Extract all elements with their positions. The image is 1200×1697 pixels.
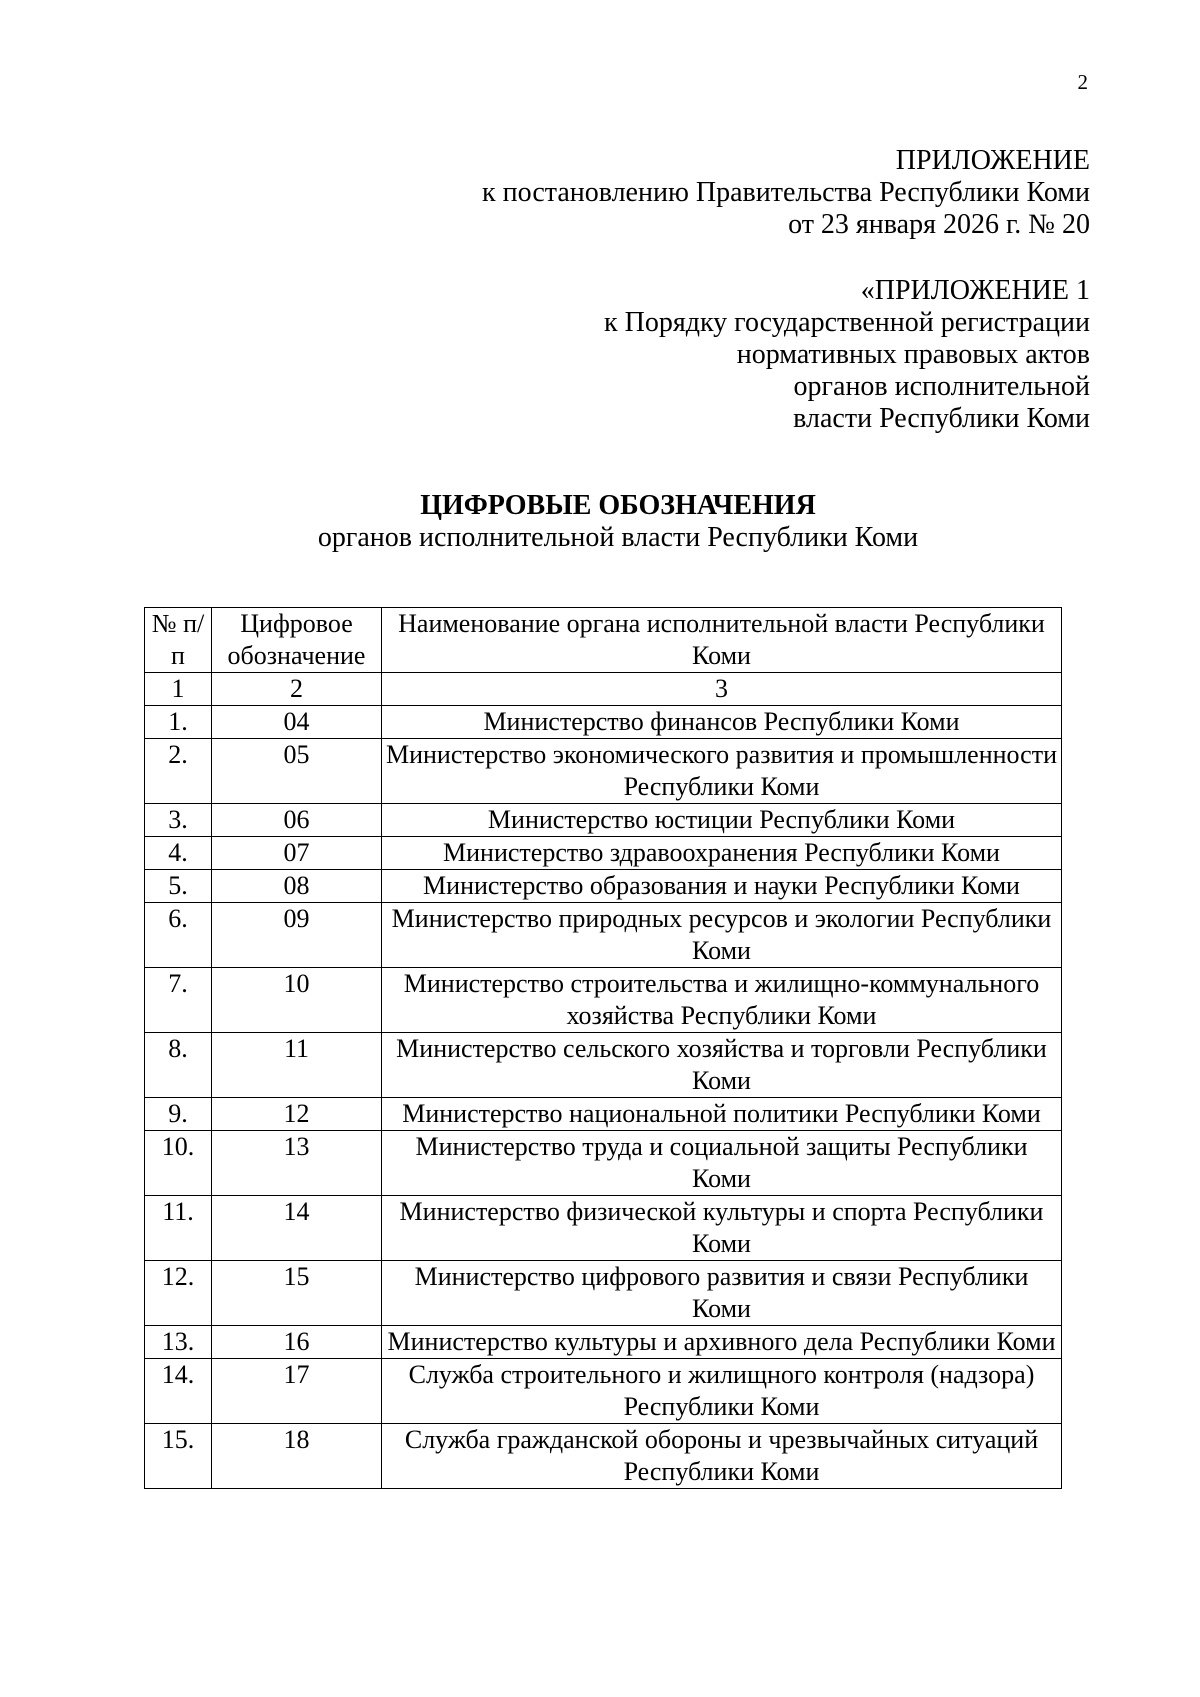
- table-header-row: [145, 608, 1062, 673]
- table-row: [145, 968, 1062, 1033]
- cell-code: 11: [212, 1033, 382, 1098]
- cell-code: 14: [212, 1196, 382, 1261]
- cell-code: 06: [212, 804, 382, 837]
- cell-num: 11.: [145, 1196, 212, 1261]
- cell-name: Министерство финансов Республики Коми: [382, 706, 1062, 739]
- title-subheading: органов исполнительной власти Республики Коми: [317, 522, 919, 553]
- attachment-header: [482, 145, 1090, 241]
- codes-table: [144, 607, 1062, 1489]
- table-row: [145, 903, 1062, 968]
- appendix-line: власти Республики Коми: [793, 403, 1090, 434]
- title-heading: ЦИФРОВЫЕ ОБОЗНАЧЕНИЯ: [420, 490, 816, 521]
- column-numbers-row: [145, 673, 1062, 706]
- appendix-line: нормативных правовых актов: [736, 339, 1090, 370]
- appendix-header: [604, 275, 1090, 435]
- table-row: [145, 1261, 1062, 1326]
- cell-name: Министерство природных ресурсов и экологии Республики Коми: [382, 903, 1062, 968]
- cell-num: 14.: [145, 1359, 212, 1424]
- page-number: 2: [1077, 70, 1088, 94]
- table-body: [145, 706, 1062, 1489]
- cell-num: 1.: [145, 706, 212, 739]
- cell-num: 6.: [145, 903, 212, 968]
- cell-code: 13: [212, 1131, 382, 1196]
- table-row: [145, 706, 1062, 739]
- column-number: 2: [212, 673, 382, 706]
- table-row: [145, 1326, 1062, 1359]
- cell-name: Министерство строительства и жилищно-коммунального хозяйства Республики Коми: [382, 968, 1062, 1033]
- cell-code: 04: [212, 706, 382, 739]
- cell-name: Министерство цифрового развития и связи Республики Коми: [382, 1261, 1062, 1326]
- appendix-line: к Порядку государственной регистрации: [604, 307, 1090, 338]
- cell-name: Министерство культуры и архивного дела Республики Коми: [382, 1326, 1062, 1359]
- cell-num: 8.: [145, 1033, 212, 1098]
- cell-code: 12: [212, 1098, 382, 1131]
- cell-name: Министерство национальной политики Республики Коми: [382, 1098, 1062, 1131]
- cell-num: 15.: [145, 1424, 212, 1489]
- header-num: № п/п: [145, 608, 212, 673]
- cell-code: 18: [212, 1424, 382, 1489]
- cell-num: 3.: [145, 804, 212, 837]
- cell-name: Министерство сельского хозяйства и торговли Республики Коми: [382, 1033, 1062, 1098]
- cell-code: 09: [212, 903, 382, 968]
- cell-code: 05: [212, 739, 382, 804]
- header-code: Цифровое обозначение: [212, 608, 382, 673]
- document-title: [0, 490, 1200, 554]
- table-row: [145, 1033, 1062, 1098]
- cell-code: 07: [212, 837, 382, 870]
- table-row: [145, 870, 1062, 903]
- attachment-line: к постановлению Правительства Республики Коми: [482, 177, 1090, 208]
- cell-num: 12.: [145, 1261, 212, 1326]
- cell-code: 10: [212, 968, 382, 1033]
- cell-name: Служба строительного и жилищного контроля (надзора) Республики Коми: [382, 1359, 1062, 1424]
- table-row: [145, 837, 1062, 870]
- header-name: Наименование органа исполнительной власти Республики Коми: [382, 608, 1062, 673]
- cell-name: Министерство физической культуры и спорта Республики Коми: [382, 1196, 1062, 1261]
- table-row: [145, 739, 1062, 804]
- table-row: [145, 1424, 1062, 1489]
- attachment-line: ПРИЛОЖЕНИЕ: [895, 145, 1090, 176]
- table-row: [145, 804, 1062, 837]
- table-row: [145, 1359, 1062, 1424]
- cell-num: 9.: [145, 1098, 212, 1131]
- cell-name: Министерство юстиции Республики Коми: [382, 804, 1062, 837]
- table-row: [145, 1098, 1062, 1131]
- cell-code: 15: [212, 1261, 382, 1326]
- cell-code: 08: [212, 870, 382, 903]
- cell-code: 16: [212, 1326, 382, 1359]
- cell-code: 17: [212, 1359, 382, 1424]
- cell-num: 7.: [145, 968, 212, 1033]
- attachment-line: от 23 января 2026 г. № 20: [788, 209, 1090, 240]
- cell-name: Министерство образования и науки Республики Коми: [382, 870, 1062, 903]
- cell-num: 13.: [145, 1326, 212, 1359]
- cell-num: 2.: [145, 739, 212, 804]
- cell-name: Служба гражданской обороны и чрезвычайных ситуаций Республики Коми: [382, 1424, 1062, 1489]
- column-number: 1: [145, 673, 212, 706]
- cell-name: Министерство здравоохранения Республики Коми: [382, 837, 1062, 870]
- cell-name: Министерство экономического развития и промышленности Республики Коми: [382, 739, 1062, 804]
- column-number: 3: [382, 673, 1062, 706]
- table-row: [145, 1131, 1062, 1196]
- cell-num: 4.: [145, 837, 212, 870]
- table-row: [145, 1196, 1062, 1261]
- cell-num: 10.: [145, 1131, 212, 1196]
- appendix-line: органов исполнительной: [793, 371, 1090, 402]
- appendix-line: «ПРИЛОЖЕНИЕ 1: [860, 275, 1090, 306]
- cell-name: Министерство труда и социальной защиты Республики Коми: [382, 1131, 1062, 1196]
- cell-num: 5.: [145, 870, 212, 903]
